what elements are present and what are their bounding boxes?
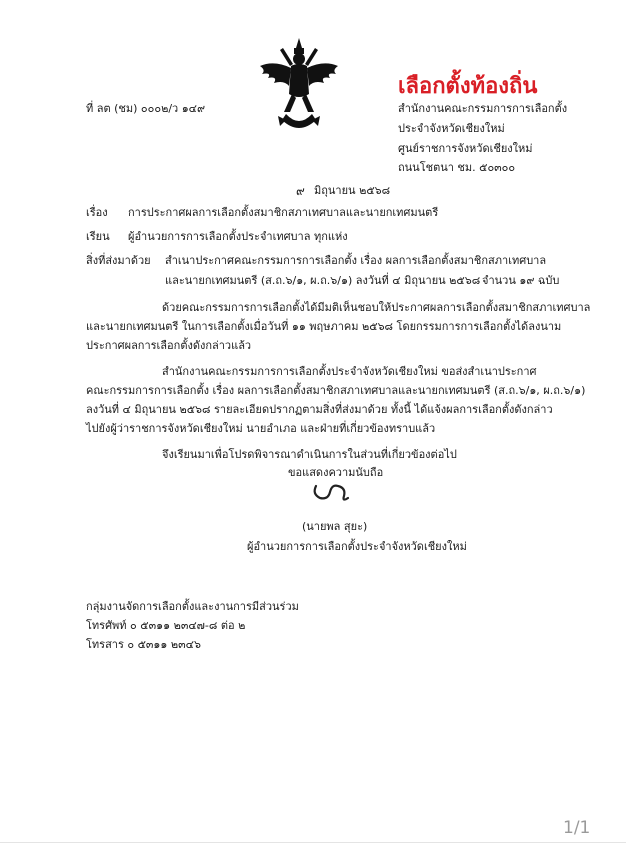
paragraph-3: จึงเรียนมาเพื่อโปรดพิจารณาดำเนินการในส่วนที่เกี่ยวข้องต่อไป (162, 448, 457, 461)
recipient-text: ผู้อำนวยการการเลือกตั้งประจำเทศบาล ทุกแห่ง (128, 230, 348, 243)
paragraph-1-line-2: และนายกเทศมนตรี ในการเลือกตั้งเมื่อวันที่ ๑๑ พฤษภาคม ๒๕๖๘ โดยกรรมการการเลือกตั้งได้ลงนาม (86, 320, 562, 333)
page-indicator: 1/1 (563, 818, 591, 838)
date-month-year: มิถุนายน ๒๕๖๘ (314, 184, 391, 197)
office-line-2: ประจำจังหวัดเชียงใหม่ (398, 122, 505, 135)
enclosure-label: สิ่งที่ส่งมาด้วย (86, 254, 151, 267)
paragraph-1-line-1: ด้วยคณะกรรมการการเลือกตั้งได้มีมติเห็นชอบให้ประกาศผลการเลือกตั้งสมาชิกสภาเทศบาล (162, 301, 591, 314)
subject-label: เรื่อง (86, 206, 108, 219)
footer-department: กลุ่มงานจัดการเลือกตั้งและงานการมีส่วนร่วม (86, 600, 299, 613)
recipient-label: เรียน (86, 230, 110, 243)
enclosure-line-1: สำเนาประกาศคณะกรรมการการเลือกตั้ง เรื่อง ผลการเลือกตั้งสมาชิกสภาเทศบาล (165, 254, 547, 267)
enclosure-count: จำนวน ๑๙ ฉบับ (482, 274, 560, 287)
closing-salutation: ขอแสดงความนับถือ (288, 466, 384, 479)
office-line-1: สำนักงานคณะกรรมการการเลือกตั้ง (398, 102, 568, 115)
signer-name: (นายพล สุยะ) (302, 520, 368, 533)
garuda-emblem-icon (256, 36, 342, 136)
signature-image (308, 476, 356, 506)
paragraph-2-line-2: คณะกรรมการการเลือกตั้ง เรื่อง ผลการเลือกตั้งสมาชิกสภาเทศบาลและนายกเทศมนตรี (ส.ถ.๖/๑, ผ.ถ.๖/๑) (86, 384, 586, 397)
paragraph-1-line-3: ประกาศผลการเลือกตั้งดังกล่าวแล้ว (86, 339, 252, 352)
page-bottom-edge (0, 842, 626, 843)
office-line-3: ศูนย์ราชการจังหวัดเชียงใหม่ (398, 142, 533, 155)
paragraph-2-line-1: สำนักงานคณะกรรมการการเลือกตั้งประจำจังหวัดเชียงใหม่ ขอส่งสำเนาประกาศ (162, 365, 537, 378)
document-number: ที่ ลต (ชม) ๐๐๐๒/ว ๑๔๙ (86, 102, 206, 115)
local-election-stamp: เลือกตั้งท้องถิ่น (398, 74, 538, 99)
footer-fax: โทรสาร ๐ ๕๓๑๑ ๒๓๔๖ (86, 638, 201, 651)
date-day: ๙ (296, 184, 305, 198)
subject-text: การประกาศผลการเลือกตั้งสมาชิกสภาเทศบาลและนายกเทศมนตรี (128, 206, 439, 219)
footer-phone: โทรศัพท์ ๐ ๕๓๑๑ ๒๓๔๗-๘ ต่อ ๒ (86, 619, 246, 632)
office-line-4: ถนนโชตนา ชม. ๕๐๓๐๐ (398, 161, 516, 174)
enclosure-line-2: และนายกเทศมนตรี (ส.ถ.๖/๑, ผ.ถ.๖/๑) ลงวันที่ ๔ มิถุนายน ๒๕๖๘ (165, 274, 481, 287)
signer-title: ผู้อำนวยการการเลือกตั้งประจำจังหวัดเชียงใหม่ (247, 540, 467, 553)
paragraph-2-line-4: ไปยังผู้ว่าราชการจังหวัดเชียงใหม่ นายอำเภอ และฝ่ายที่เกี่ยวข้องทราบแล้ว (86, 422, 436, 435)
paragraph-2-line-3: ลงวันที่ ๔ มิถุนายน ๒๕๖๘ รายละเอียดปรากฏตามสิ่งที่ส่งมาด้วย ทั้งนี้ ได้แจ้งผลการเลือกตั้งดังกล่าว (86, 403, 553, 416)
